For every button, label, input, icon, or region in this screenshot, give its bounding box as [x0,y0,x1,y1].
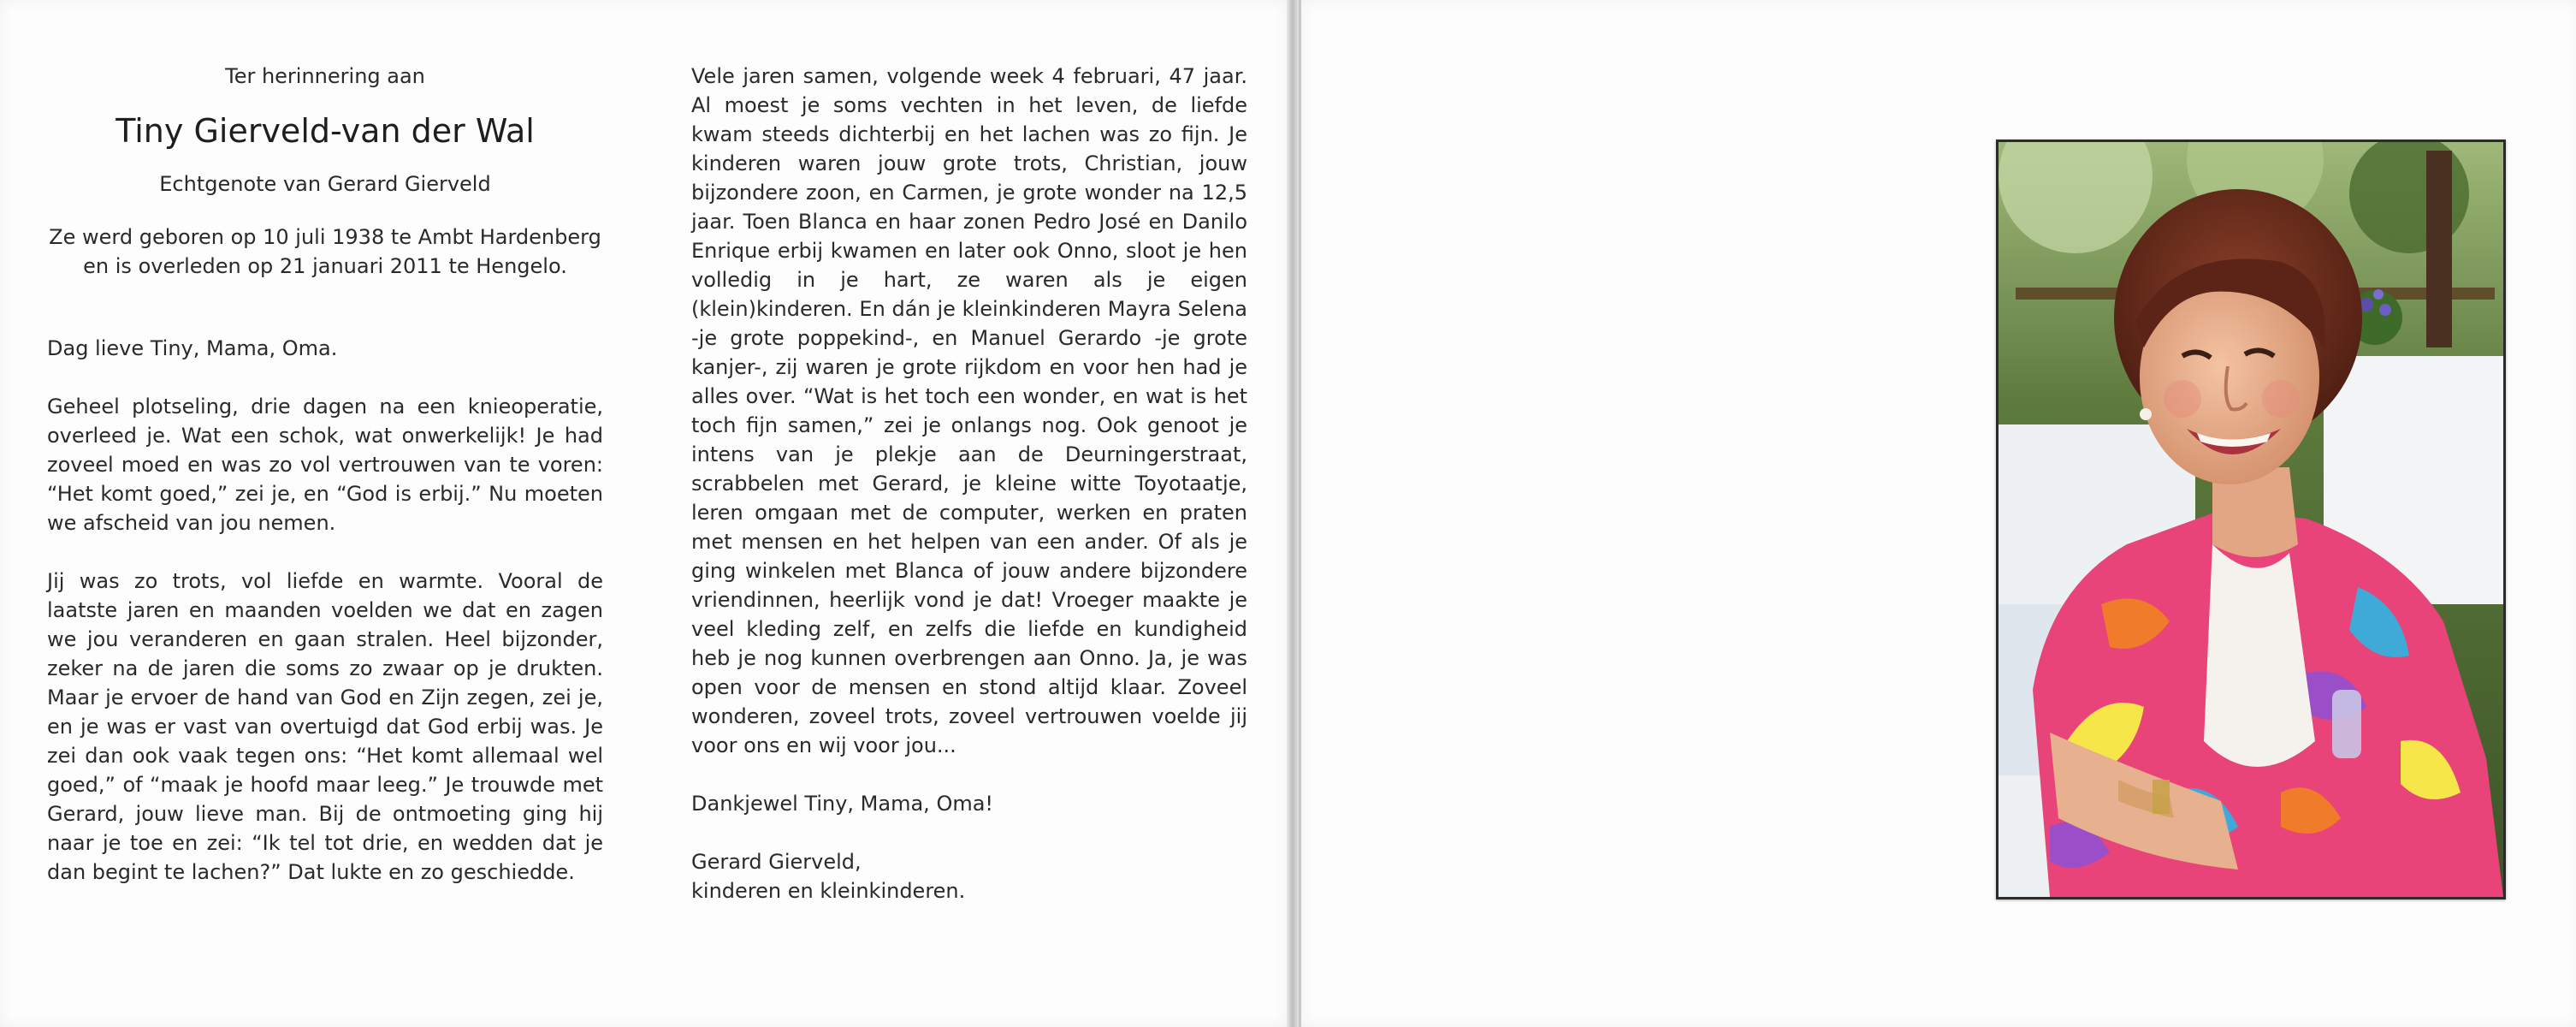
birth-line: Ze werd geboren op 10 juli 1938 te Ambt Hardenberg [49,225,601,249]
paragraph: Vele jaren samen, volgende week 4 februari, 47 jaar. Al moest je soms vechten in het leven, de liefde kwam steeds dichterbij en het lachen was zo fijn. Je kinderen waren jouw grote trots, Christian, jouw bijzondere zoon, en Carmen, je grote wonder na 12,5 jaar. Toen Blanca en haar zonen Pedro José en Danilo Enrique erbij kwamen en later ook Onno, sloot je hen volledig in je hart, ze waren als je eigen (klein)kinderen. En dán je kleinkinderen Mayra Selena -je grote poppekind-, en Manuel Gerardo -je grote kanjer-, zij waren je grote rijkdom en voor hen had je alles over. “Wat is het toch een wonder, en wat is het toch fijn samen,” zei je onlangs nog. Ook genoot je intens van je plekje aan de Deurningerstraat, scrabbelen met Gerard, je kleine witte Toyotaatje, leren omgaan met de computer, werken en praten met mensen en het helpen van een ander. Of als je ging winkelen met Blanca of jouw andere bijzondere vriendinnen, heerlijk vond je dat! Vroeger maakte je veel kleding zelf, en zelfs die liefde en kundigheid heb je nog kunnen overbrengen aan Onno. Ja, je was open voor de mensen en stond altijd klaar. Zoveel wonderen, zoveel trots, zoveel vertrouwen voelde jij voor ons en wij voor jou... [691,64,1247,757]
signature-name: Gerard Gierveld, [691,850,862,874]
spouse-line: Echtgenote van Gerard Gierveld [159,172,491,196]
card-middle-column [691,62,1247,905]
life-dates [47,223,603,281]
death-line: en is overleden op 21 januari 2011 te Hengelo. [83,254,567,278]
card-fold [1287,0,1299,1027]
greeting: Dag lieve Tiny, Mama, Oma. [47,336,338,360]
paragraph: Geheel plotseling, drie dagen na een knieoperatie, overleed je. Wat een schok, wat onwerkelijk! Je had zoveel moed en was zo vol vertrouwen van te voren: “Het komt goed,” zei je, en “God is erbij.” Nu moeten we afscheid van jou nemen. [47,395,603,535]
intro-line: Ter herinnering aan [225,64,425,88]
deceased-name: Tiny Gierveld-van der Wal [115,112,535,150]
card-left-column [47,62,603,916]
portrait-photo [1996,140,2506,899]
portrait-illustration [1999,142,2503,897]
paragraph: Jij was zo trots, vol liefde en warmte. Vooral de laatste jaren en maanden voelden we dat en zagen we jou veranderen en gaan stralen. Heel bijzonder, zeker na de jaren die soms zo zwaar op je drukten. Maar je ervoer de hand van God en Zijn zegen, zei je, en je was er vast van overtuigd dat God erbij was. Je zei dan ook vaak tegen ons: “Het komt allemaal wel goed,” of “maak je hoofd maar leeg.” Je trouwde met Gerard, jouw lieve man. Bij de ontmoeting ging hij naar je toe en zei: “Ik tel tot drie, en wedden dat je dan begint te lachen?” Dat lukte en zo geschiedde. [47,569,603,884]
closing-line: Dankjewel Tiny, Mama, Oma! [691,792,994,816]
signature-family: kinderen en kleinkinderen. [691,879,966,903]
